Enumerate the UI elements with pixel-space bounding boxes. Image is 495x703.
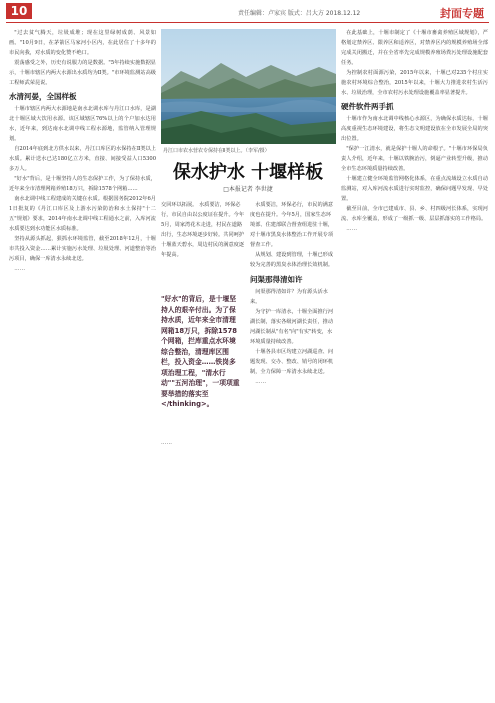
paragraph: 问渠那得清如许？为有源头活水来。	[250, 289, 328, 305]
section-name: 封面专题	[440, 7, 484, 20]
editors: 责任编辑：卢家宾 版式：吕大方	[238, 10, 324, 17]
subheading: 水清河晏，全国样板	[9, 92, 77, 101]
paragraph: 十堰建立健全环境监管网格化体系，在重点流域设立水质自动监测站，对入库河流水质进行实时监控，确保问题早发现、早处置。	[341, 176, 488, 202]
column-1	[9, 28, 156, 700]
intro-paragraph: "过去贫气腾天，垃圾成堆；现在这里绿树成荫、风景如画。"10月9日，在茅箭区马家河小区内，在此居住了十多年的市民向我，对水质的变化赞不绝口。	[9, 30, 156, 56]
column-3	[250, 200, 336, 700]
article-title: 保水护水 十堰样板	[172, 162, 324, 183]
article-byline: □本报记者 李世捷	[223, 186, 273, 193]
page-number: 10	[6, 3, 32, 19]
paragraph: 十堰各县市区均建立河湖巡查、问题发现、交办、整改、销号的闭环机制，全力保障一库清水永续北送。	[250, 349, 334, 375]
paragraph: 十堰市作为南水北调中线核心水源区，为确保水质达标，十堰高度重视生态环境建设，将生态文明建设放在全市发展全局的突出位置。	[341, 116, 488, 142]
photo-caption: 丹江口市农水营农专保持在Ⅱ类以上。（李军/摄）	[163, 148, 270, 154]
pull-quote: "好水"的背后，是十堰坚持人的艰辛付出。为了保持水质，近年来全市清理网箱18万只，拆除1578个网箱，拦库重点水环境综合整治，清理库区围栏，投入资金……铁岗多项治理工程，"清水行动""五河治理"，一项项重要举措的落实至</thinking>。	[161, 295, 240, 408]
paragraph: ……	[255, 379, 267, 385]
paragraph: ……	[161, 440, 173, 446]
paragraph: ……	[346, 226, 358, 232]
reservoir-photo	[161, 29, 336, 144]
column-2-bottom	[161, 438, 245, 700]
paragraph: 震荡感受之外，历史有说服力的是数据。"5年持续实施数据显示，十堰市辖区内两大水源出水质均为Ⅱ类。"市环境监测站高级工程师武荣昆说。	[9, 60, 156, 86]
subheading: 问渠那得清如许	[250, 275, 303, 284]
paragraph: "保护一江清水，就是保护十堰人的命根子。"十堰市环保局负责人介绍，近年来，十堰以铁腕治污，倒逼产业转型升级，推动全市生态环境质量持续改善。	[341, 146, 488, 172]
column-4	[341, 28, 488, 700]
editor-credits	[238, 8, 360, 17]
paragraph: 坚持从源头抓起，狠抓水环境监管，截至2018年12月，十堰市共投入资金……累计实施污水处理、垃圾处理、河道整治等治污项目，确保一库清水永续北送。	[9, 236, 156, 262]
subheading: 硬件软件两手抓	[341, 102, 394, 111]
paragraph: 截至目前，全市已建成市、县、乡、村四级河长体系，实现河流、水库全覆盖，形成了一级抓一级、层层抓落实的工作格局。	[341, 206, 488, 222]
paragraph: 为守护一库清水，十堰全面推行河湖长制，落实各级河湖长责任，推动河湖长制从"有名"向"有实"转变，水环境质量持续改善。	[250, 309, 334, 345]
header-divider	[6, 22, 489, 23]
paragraph: ……	[14, 266, 26, 272]
paragraph: "好水"背后，是十堰坚持人的生态保护工作，为了保持水质，近年来全市清理网箱养殖18万只，拆除1578个网箱……	[9, 176, 156, 192]
paragraph: 水质要洁，环保必行，市民的满意度也在提升。今年5月，国家生态环境部、住建部联合督查组进驻十堰，对十堰市黑臭水体整治工作开展专项督查工作。	[250, 202, 334, 248]
issue-date: 2018.12.12	[325, 10, 361, 17]
page-header	[0, 0, 495, 22]
paragraph: 为控制农村面源污染，2015年以来，十堰已对235个村庄实施农村环境综合整治，2015年以来，十堰大力推进农村生活污水、垃圾治理，全市农村污水处理设施覆盖率显著提升。	[341, 70, 488, 96]
paragraph: 在此基础上，十堰市制定了《十堰市畜禽养殖区域规划》，严格划定禁养区、限养区和适养区，对禁养区内的规模养殖场全部完成关闭搬迁，并在全省率先完成规模养殖场粪污处理设施配套任务。	[341, 30, 488, 66]
paragraph: 南水北调中线工程建成的关键在水质。根据国务院2012年6月1日批复的《丹江口库区及上游水污染防治和水土保持"十二五"规划》要求，2014年南水北调中线工程通水之前，入库河流水质要达到水功能区水质标准。	[9, 196, 156, 232]
paragraph: 交回环以拓展。 水质要洁，环保必行，市民自由以公度证在提升。今年5月，周家湾花木走进，村民在道路出行，生态环境逐步好转。共同呵护十堰蓝天碧水，周边村民的满意度逐年提高。	[161, 202, 245, 258]
paragraph: 十堰市辖区内两大水源地是南水北调水库与丹江口水库，是湖北十堰区域大饮用水源。该区域辖区76%以上的个户加水达用水，近年来，到达南水北调中线工程水源地，监管纳入管理规划。	[9, 106, 156, 142]
paragraph: 从规划、建设到管理，十堰已形成较为完善的黑臭水体治理长效机制。	[250, 252, 334, 268]
paragraph: 自2014年底到北方供水以来，丹江口库区的水保持在Ⅱ类以上水质。累计送水已达180亿立方米，直接、间接受益人口5300多万人。	[9, 146, 156, 172]
column-2-top	[161, 200, 245, 292]
